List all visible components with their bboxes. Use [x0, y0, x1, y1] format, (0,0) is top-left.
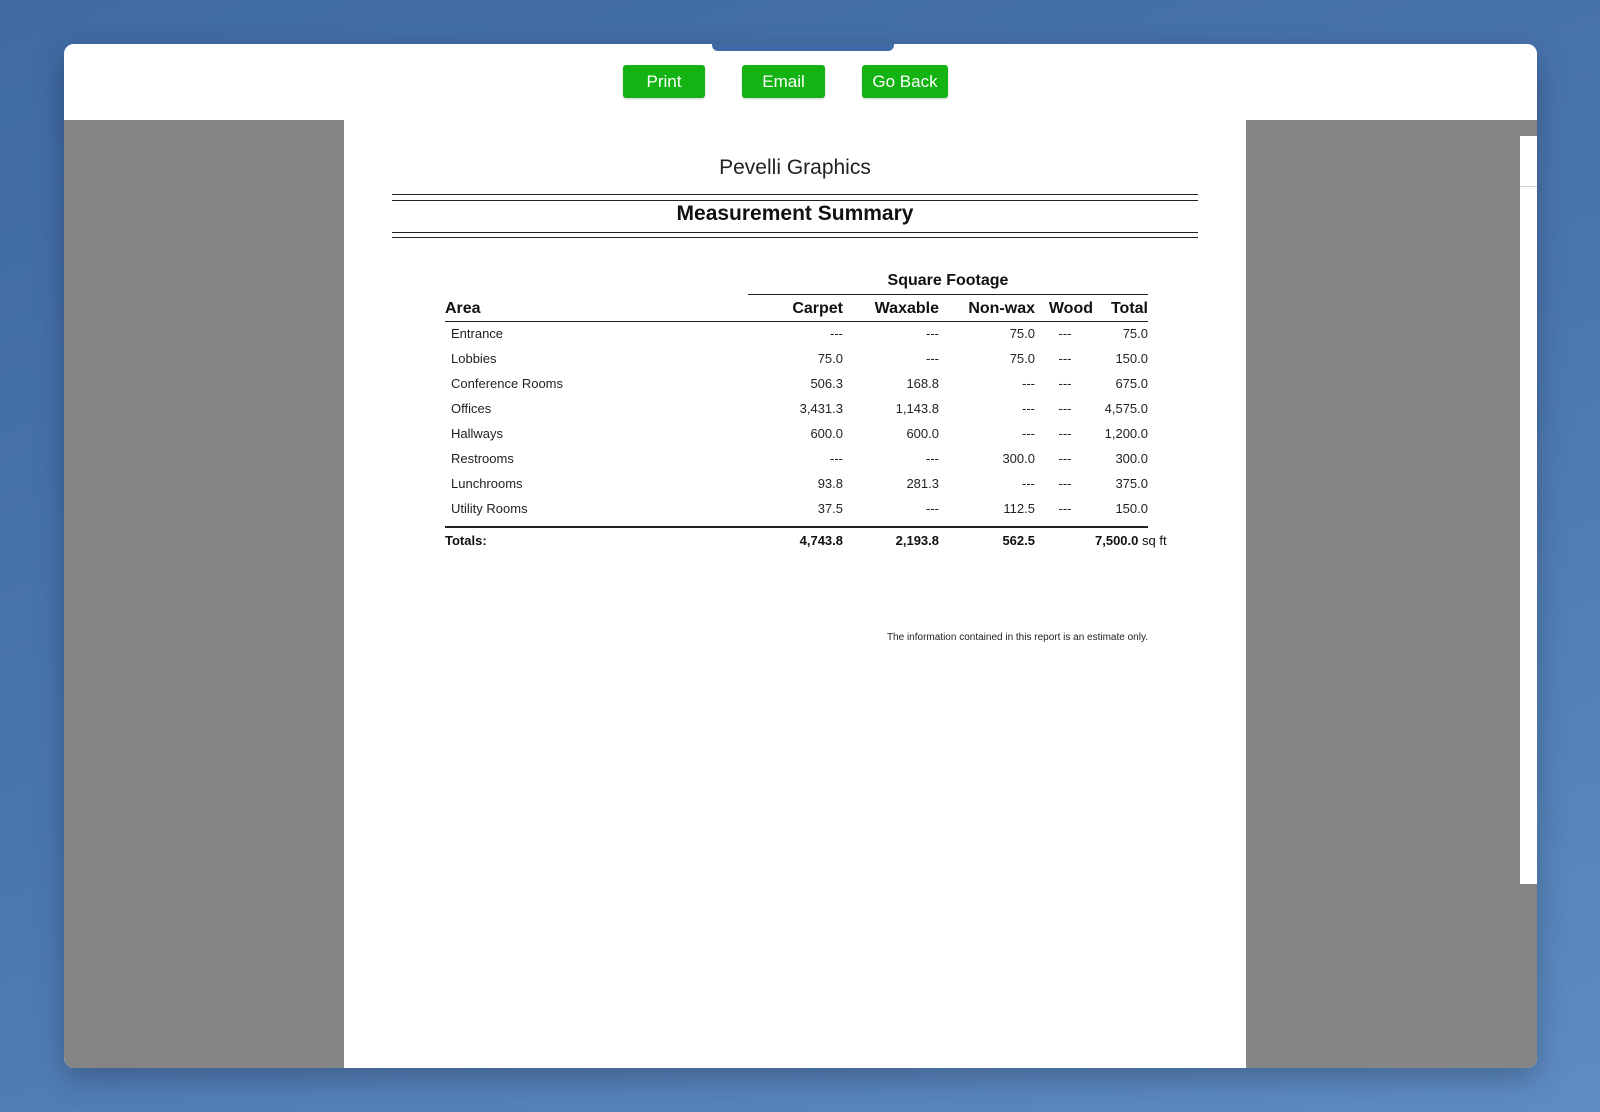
row-wood: ---: [1058, 351, 1072, 366]
title-rule: [392, 232, 1198, 233]
row-carpet: 37.5: [817, 501, 843, 516]
document-viewer[interactable]: [64, 120, 1537, 1068]
row-total: 300.0: [1115, 451, 1148, 466]
row-carpet: 506.3: [810, 376, 843, 391]
totals-label: Totals:: [445, 533, 487, 548]
tab-indicator: [712, 44, 894, 51]
totals-waxable: 2,193.8: [895, 533, 939, 548]
row-waxable: 600.0: [906, 426, 939, 441]
group-header-rule: [748, 294, 1148, 295]
column-header-waxable: Waxable: [874, 300, 939, 317]
row-area: Conference Rooms: [451, 376, 563, 391]
table-row: [445, 451, 1148, 476]
row-wood: ---: [1058, 451, 1072, 466]
row-area: Lunchrooms: [451, 476, 523, 491]
title-rule: [392, 200, 1198, 201]
row-area: Offices: [451, 401, 492, 416]
column-header-total: Total: [1110, 300, 1148, 317]
totals-unit: sq ft: [1142, 533, 1167, 548]
totals-rule: [445, 526, 1148, 528]
row-nonwax: ---: [1022, 376, 1035, 391]
row-total: 75.0: [1122, 326, 1148, 341]
row-wood: ---: [1058, 426, 1072, 441]
company-name: Pevelli Graphics: [719, 156, 871, 179]
row-total: 375.0: [1115, 476, 1148, 491]
row-waxable: ---: [926, 326, 939, 341]
report-page: [344, 120, 1246, 1068]
totals-total-group: [1095, 533, 1185, 548]
totals-carpet: 4,743.8: [799, 533, 843, 548]
row-nonwax: 75.0: [1009, 351, 1035, 366]
table-row: [445, 351, 1148, 376]
row-area: Utility Rooms: [451, 501, 528, 516]
row-wood: ---: [1058, 376, 1072, 391]
row-nonwax: 75.0: [1009, 326, 1035, 341]
table-row: [445, 326, 1148, 351]
row-total: 1,200.0: [1104, 426, 1148, 441]
square-footage-header: Square Footage: [887, 272, 1009, 289]
row-area: Restrooms: [451, 451, 514, 466]
row-nonwax: ---: [1022, 426, 1035, 441]
row-area: Hallways: [451, 426, 504, 441]
print-button[interactable]: Print: [623, 65, 705, 98]
row-nonwax: 112.5: [1003, 501, 1035, 516]
side-panel[interactable]: [1520, 136, 1537, 884]
table-row: [445, 426, 1148, 451]
header-rule: [445, 321, 1148, 322]
title-rule: [392, 194, 1198, 195]
email-button[interactable]: Email: [742, 65, 825, 98]
row-carpet: 93.8: [817, 476, 843, 491]
column-header-carpet: Carpet: [792, 300, 843, 317]
go-back-button[interactable]: Go Back: [862, 65, 948, 98]
row-carpet: ---: [830, 326, 843, 341]
row-total: 150.0: [1115, 501, 1148, 516]
row-waxable: 281.3: [906, 476, 939, 491]
row-nonwax: ---: [1022, 476, 1035, 491]
column-header-wood: Wood: [1048, 300, 1093, 317]
row-total: 675.0: [1115, 376, 1148, 391]
table-row: [445, 476, 1148, 501]
row-wood: ---: [1058, 401, 1072, 416]
table-row: [445, 376, 1148, 401]
row-total: 150.0: [1115, 351, 1148, 366]
column-header-nonwax: Non-wax: [968, 300, 1035, 317]
disclaimer-note: The information contained in this report is an estimate only.: [886, 632, 1148, 643]
side-panel-divider: [1520, 186, 1537, 187]
row-wood: ---: [1058, 476, 1072, 491]
row-area: Lobbies: [451, 351, 497, 366]
row-wood: ---: [1058, 326, 1072, 341]
row-carpet: ---: [830, 451, 843, 466]
row-carpet: 3,431.3: [799, 401, 843, 416]
totals-nonwax: 562.5: [1002, 533, 1035, 548]
row-nonwax: ---: [1022, 401, 1035, 416]
report-window: [64, 44, 1537, 1068]
row-carpet: 600.0: [810, 426, 843, 441]
title-rule: [392, 237, 1198, 238]
report-title: Measurement Summary: [676, 202, 914, 225]
row-waxable: ---: [926, 501, 939, 516]
row-area: Entrance: [451, 326, 504, 341]
row-carpet: 75.0: [817, 351, 843, 366]
row-total: 4,575.0: [1104, 401, 1148, 416]
row-nonwax: 300.0: [1002, 451, 1035, 466]
row-waxable: 1,143.8: [895, 401, 939, 416]
column-header-area: Area: [445, 300, 481, 317]
row-waxable: ---: [926, 451, 939, 466]
table-row: [445, 401, 1148, 426]
row-waxable: ---: [926, 351, 939, 366]
table-row: [445, 501, 1148, 526]
row-waxable: 168.8: [906, 376, 939, 391]
row-wood: ---: [1058, 501, 1072, 516]
totals-total: 7,500.0: [1095, 533, 1139, 548]
toolbar: [64, 44, 1537, 120]
